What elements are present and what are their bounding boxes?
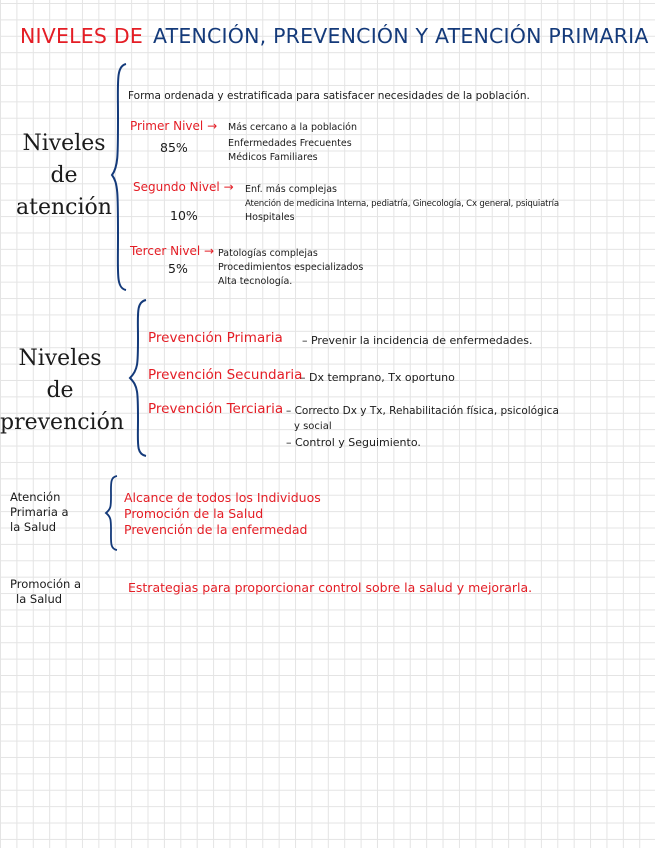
level-label-text: Primer Nivel <box>130 119 204 133</box>
detail-line: Enf. más complejas <box>245 184 337 195</box>
promocion-text: Estrategias para proporcionar control sobre la salud y mejorarla. <box>128 580 533 595</box>
arrow-right-icon: → <box>204 244 215 258</box>
section-heading-niveles-atencion <box>10 128 118 224</box>
detail-line: Alta tecnología. <box>218 276 293 287</box>
brace-niveles-prevencion <box>128 298 150 458</box>
level-3-label <box>130 244 214 258</box>
level-2-label <box>133 180 234 194</box>
heading-line: Niveles <box>22 131 106 156</box>
prevention-secondary-desc: – Dx temprano, Tx oportuno <box>300 371 455 384</box>
level-label-text: Segundo Nivel <box>133 180 220 194</box>
prevention-primary-label: Prevención Primaria <box>148 330 283 346</box>
detail-line: Enfermedades Frecuentes <box>228 138 352 149</box>
list-item: Prevención de la enfermedad <box>124 522 308 537</box>
detail-line: Más cercano a la población <box>228 122 358 133</box>
heading-line: Atención <box>10 490 61 504</box>
level-3-percent: 5% <box>168 261 188 276</box>
level-2-details <box>245 184 559 224</box>
title-part-1: NIVELES DE <box>20 24 143 48</box>
brace-niveles-atencion <box>110 62 130 292</box>
desc-line: – Control y Seguimiento. <box>286 436 421 449</box>
heading-line: prevención <box>0 410 125 435</box>
title-part-2: ATENCIÓN, PREVENCIÓN Y ATENCIÓN PRIMARIA <box>153 24 649 48</box>
level-1-percent: 85% <box>160 140 188 155</box>
desc-line: y social <box>294 421 332 432</box>
level-2-percent: 10% <box>170 208 198 223</box>
heading-line: la Salud <box>10 520 57 534</box>
heading-line: Niveles <box>18 346 102 371</box>
detail-line: Médicos Familiares <box>228 152 318 163</box>
list-item: Alcance de todos los Individuos <box>124 490 321 505</box>
section-heading-atencion-primaria <box>10 490 69 535</box>
section-heading-niveles-prevencion <box>0 343 125 439</box>
prevention-tertiary-desc <box>286 403 559 451</box>
arrow-right-icon: → <box>223 180 234 194</box>
page-title <box>20 24 649 48</box>
definition-text: Forma ordenada y estratificada para satisfacer necesidades de la población. <box>128 90 530 102</box>
heading-line: atención <box>16 195 112 220</box>
heading-line: Primaria a <box>10 505 69 519</box>
level-3-details <box>218 248 363 288</box>
list-item: Promoción de la Salud <box>124 506 264 521</box>
heading-line: de <box>46 378 74 403</box>
prevention-primary-desc: – Prevenir la incidencia de enfermedades. <box>302 334 533 347</box>
detail-line: Patologías complejas <box>218 248 318 259</box>
heading-line: Promoción a <box>10 577 82 591</box>
heading-line: de <box>50 163 78 188</box>
prevention-secondary-label: Prevención Secundaria <box>148 367 303 383</box>
desc-line: – Correcto Dx y Tx, Rehabilitación física, psicológica <box>286 405 559 417</box>
detail-line: Procedimientos especializados <box>218 262 364 273</box>
prevention-tertiary-label: Prevención Terciaria <box>148 401 284 417</box>
level-label-text: Tercer Nivel <box>130 244 201 258</box>
arrow-right-icon: → <box>207 119 218 133</box>
detail-line: Hospitales <box>245 212 295 223</box>
section-heading-promocion <box>10 577 81 607</box>
level-1-details <box>228 122 357 164</box>
heading-line: la Salud <box>16 592 63 606</box>
brace-atencion-primaria <box>104 474 120 552</box>
level-1-label <box>130 119 217 133</box>
detail-line: Atención de medicina Interna, pediatría, Ginecología, Cx general, psiquiatría <box>245 199 559 209</box>
atencion-primaria-items <box>124 490 321 538</box>
